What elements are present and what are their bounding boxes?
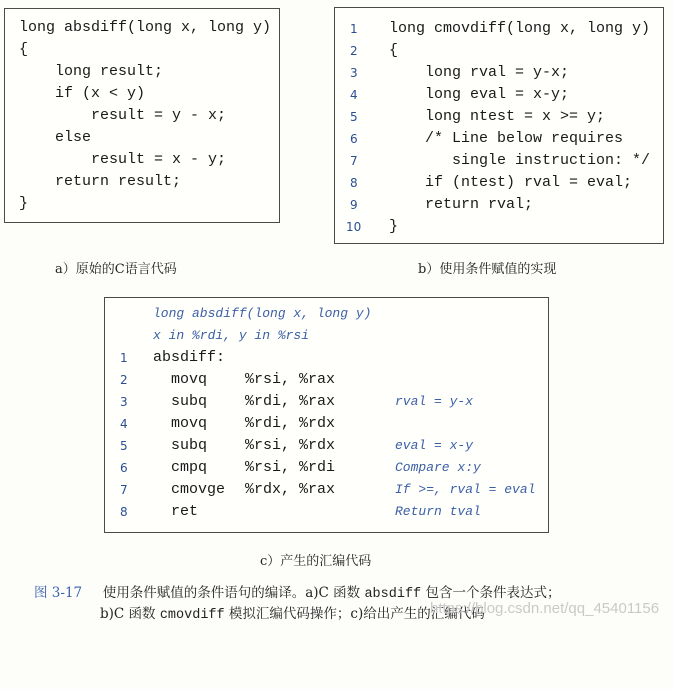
line-number: 5: [350, 110, 358, 124]
panel-a-code-box: [4, 8, 280, 223]
asm-op: subq: [171, 437, 208, 454]
code-line: long absdiff(long x, long y): [19, 19, 272, 36]
asm-op: subq: [171, 393, 208, 410]
code-line: long ntest = x >= y;: [389, 108, 606, 125]
line-number: 10: [346, 220, 362, 234]
line-number: 5: [120, 439, 128, 453]
figure-number: 图 3-17: [34, 585, 83, 601]
line-number: 1: [120, 351, 128, 365]
line-number: 2: [350, 44, 358, 58]
line-number: 6: [350, 132, 358, 146]
asm-label: absdiff:: [153, 349, 226, 366]
code-line: {: [389, 42, 399, 59]
asm-comment: Compare x:y: [395, 460, 481, 475]
asm-comment: Return tval: [395, 504, 481, 519]
code-line: result = y - x;: [19, 107, 227, 124]
line-number: 8: [350, 176, 358, 190]
code-line: return result;: [19, 173, 182, 190]
asm-args: %rdi, %rdx: [245, 415, 336, 432]
watermark: https://blog.csdn.net/qq_45401156: [430, 600, 660, 617]
asm-args: %rdx, %rax: [245, 481, 336, 498]
line-number: 7: [120, 483, 128, 497]
code-line: if (x < y): [19, 85, 146, 102]
register-mapping-comment: x in %rdi, y in %rsi: [153, 328, 310, 343]
code-line: long cmovdiff(long x, long y): [389, 20, 651, 37]
asm-op: ret: [171, 503, 199, 520]
caption-text: 包含一个条件表达式；: [421, 585, 561, 601]
line-number: 2: [120, 373, 128, 387]
line-number: 3: [350, 66, 358, 80]
panel-b-code-box: [334, 7, 664, 244]
caption-text: 使用条件赋值的条件语句的编译。a)C 函数: [102, 585, 365, 601]
line-number: 3: [120, 395, 128, 409]
asm-op: movq: [171, 371, 208, 388]
line-number: 4: [120, 417, 128, 431]
figure-caption-line-2: [100, 602, 485, 623]
panel-b-caption: b）使用条件赋值的实现: [418, 262, 557, 277]
caption-code: absdiff: [364, 587, 422, 602]
code-line: long eval = x-y;: [389, 86, 570, 103]
panel-a-code: [5, 9, 279, 212]
code-line: return rval;: [389, 196, 534, 213]
code-line: else: [19, 129, 92, 146]
asm-op: movq: [171, 415, 208, 432]
asm-args: %rsi, %rdi: [245, 459, 336, 476]
code-line: }: [19, 195, 29, 212]
line-number: 6: [120, 461, 128, 475]
code-line: long rval = y-x;: [389, 64, 570, 81]
line-number: 4: [350, 88, 358, 102]
caption-text: b)C 函数: [100, 606, 160, 622]
asm-comment: rval = y-x: [395, 394, 474, 409]
panel-c-code-box: [104, 297, 549, 533]
asm-args: %rsi, %rdx: [245, 437, 336, 454]
caption-text: 模拟汇编代码操作；c)给出产生的汇编代码: [224, 606, 485, 622]
panel-c-caption: c）产生的汇编代码: [260, 554, 372, 569]
caption-code: cmovdiff: [159, 608, 225, 623]
asm-args: %rdi, %rax: [245, 393, 336, 410]
line-number: 7: [350, 154, 358, 168]
code-line: result = x - y;: [19, 151, 227, 168]
code-line: {: [19, 41, 29, 58]
asm-comment: eval = x-y: [395, 438, 474, 453]
line-number: 8: [120, 505, 128, 519]
asm-op: cmovge: [171, 481, 226, 498]
line-number: 1: [350, 22, 358, 36]
code-line: single instruction: */: [389, 152, 651, 169]
code-line: long result;: [19, 63, 164, 80]
figure-caption-line-1: [34, 581, 560, 602]
code-line: if (ntest) rval = eval;: [389, 174, 633, 191]
asm-args: %rsi, %rax: [245, 371, 336, 388]
panel-a-caption: a）原始的C语言代码: [55, 262, 177, 277]
line-number: 9: [350, 198, 358, 212]
code-line: }: [389, 218, 399, 235]
code-line: /* Line below requires: [389, 130, 624, 147]
asm-op: cmpq: [171, 459, 208, 476]
function-signature-comment: long absdiff(long x, long y): [153, 306, 372, 321]
asm-comment: If >=, rval = eval: [395, 482, 536, 497]
